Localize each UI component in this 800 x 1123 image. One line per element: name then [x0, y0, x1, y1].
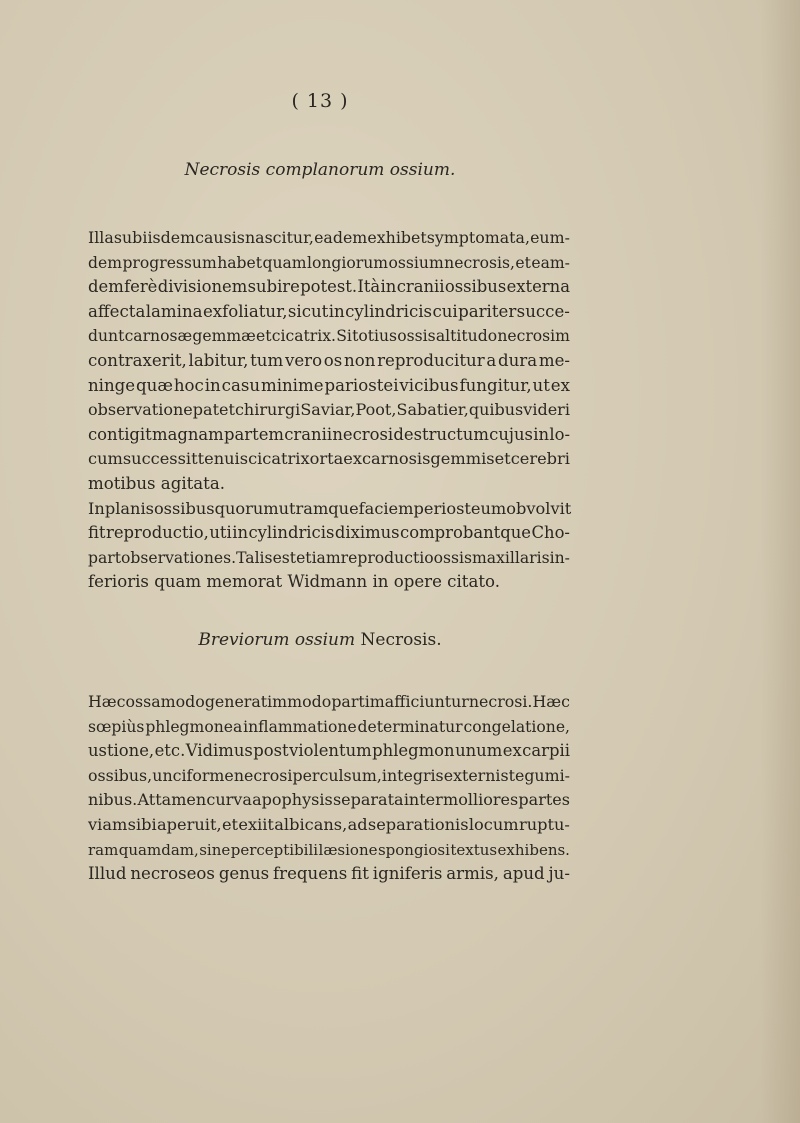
- word: nascitur,: [244, 228, 314, 247]
- word: albicans,: [274, 814, 348, 834]
- text-line: [88, 398, 570, 423]
- word: tenuis: [197, 449, 249, 469]
- word: perceptibili: [230, 840, 319, 859]
- word: In: [88, 498, 105, 518]
- text-line: [88, 300, 570, 325]
- word: sibi: [127, 814, 157, 834]
- word: Cho-: [531, 523, 570, 543]
- word: dem: [88, 277, 124, 297]
- word: potest.: [300, 277, 358, 297]
- word: locum: [468, 814, 519, 834]
- word: Attamen: [137, 790, 207, 810]
- word: videri: [523, 400, 570, 420]
- word: dunt: [88, 327, 125, 346]
- text-line: [88, 374, 570, 399]
- word: a: [486, 350, 497, 370]
- word: lo-: [549, 424, 570, 444]
- word: necrosis,: [444, 253, 515, 272]
- word: integris: [381, 765, 444, 785]
- word: necrosim: [497, 327, 570, 346]
- word: frequens: [273, 864, 348, 884]
- word: molliores: [443, 790, 519, 810]
- word: fit: [88, 523, 106, 543]
- word: cylindricis: [248, 523, 335, 543]
- word: curva: [206, 790, 252, 810]
- word: determinatur: [357, 717, 463, 736]
- word: minime: [260, 375, 324, 395]
- word: Si: [336, 327, 352, 346]
- word: ex: [502, 741, 522, 761]
- word: textus: [450, 840, 498, 859]
- word: tegumi-: [508, 765, 570, 785]
- word: sub: [113, 228, 143, 247]
- word: obvolvit: [506, 498, 572, 518]
- word: planis: [104, 498, 154, 518]
- word: eum-: [530, 228, 570, 247]
- word: ju-: [548, 864, 570, 884]
- word: apophysis: [252, 790, 333, 810]
- word: modo: [287, 692, 332, 711]
- word: causis: [195, 228, 245, 247]
- text-line: [88, 251, 570, 276]
- paragraph-block-2: [88, 690, 570, 887]
- word: Illud: [88, 864, 127, 884]
- word: tum: [250, 350, 284, 370]
- word: divisionem: [157, 277, 248, 297]
- text-line: [88, 715, 570, 740]
- word: periosteum: [413, 498, 507, 518]
- word: sine: [199, 840, 231, 859]
- word: affecta: [88, 301, 146, 321]
- word: subire: [247, 277, 300, 297]
- word: reproductio: [340, 548, 434, 567]
- word: cerebri: [510, 449, 570, 469]
- word: armis,: [446, 864, 499, 884]
- word: patet: [192, 400, 235, 420]
- word: observatione: [88, 400, 193, 420]
- word: ossis: [397, 327, 436, 346]
- word: labitur,: [188, 350, 249, 370]
- word: perculsum,: [292, 765, 382, 785]
- heading-italic-text: Breviorum ossium: [198, 630, 356, 650]
- word: ossium: [388, 253, 444, 272]
- word: in: [533, 424, 550, 444]
- line-text: motibus agitata.: [88, 473, 226, 493]
- word: phlegmonea: [145, 717, 243, 736]
- text-line: [88, 521, 570, 546]
- word: exhibet: [367, 228, 427, 247]
- word: non: [344, 350, 376, 370]
- word: quibus: [468, 400, 524, 420]
- word: necrosi: [332, 424, 394, 444]
- word: chirurgi: [234, 400, 301, 420]
- word: in: [204, 375, 221, 395]
- text-line: [88, 472, 570, 497]
- word: cranii: [284, 424, 333, 444]
- word: ut: [532, 375, 550, 395]
- word: ossa: [125, 692, 161, 711]
- word: utramque: [278, 498, 359, 518]
- word: maxillaris: [472, 548, 550, 567]
- word: violentum: [289, 741, 372, 761]
- word: cicatrix.: [271, 327, 336, 346]
- word: lamina: [145, 301, 203, 321]
- word: afficiuntur: [384, 692, 469, 711]
- word: faciem: [358, 498, 414, 518]
- word: spongiosi: [377, 840, 450, 859]
- word: inflammatione: [243, 717, 357, 736]
- word: in: [380, 277, 397, 297]
- word: destructum: [393, 424, 489, 444]
- word: fungitur,: [459, 375, 532, 395]
- paragraph-block-1: [88, 226, 570, 595]
- word: pariter: [458, 301, 517, 321]
- word: etc.: [154, 741, 186, 761]
- word: Vidimus: [185, 741, 253, 761]
- word: cum: [88, 449, 123, 469]
- section-heading-breviorum-ossium: [0, 630, 640, 650]
- word: reproducitur: [377, 350, 485, 370]
- text-line: [88, 788, 570, 813]
- word: symptomata,: [426, 228, 530, 247]
- text-line: [88, 349, 570, 374]
- word: ustione,: [88, 741, 155, 761]
- word: ossis: [433, 548, 472, 567]
- word: dem: [88, 253, 122, 272]
- word: igniferis: [372, 864, 443, 884]
- word: iisdem: [142, 228, 196, 247]
- word: exhibens.: [497, 840, 570, 859]
- word: os: [323, 350, 343, 370]
- word: comprobantque: [400, 523, 531, 543]
- text-line: [88, 324, 570, 349]
- word: eadem: [314, 228, 368, 247]
- word: partes: [518, 790, 570, 810]
- text-line: [88, 447, 570, 472]
- word: carnosis: [361, 449, 431, 469]
- word: necroseos: [130, 864, 215, 884]
- word: inter: [403, 790, 443, 810]
- word: modo: [160, 692, 205, 711]
- text-line: [88, 764, 570, 789]
- text-line: [88, 570, 570, 595]
- text-line: [88, 838, 570, 863]
- word: Sabatier,: [396, 400, 469, 420]
- word: contraxerit,: [88, 350, 187, 370]
- page-edge-shadow: [760, 0, 800, 1123]
- word: cicatrix: [248, 449, 310, 469]
- word: exfoliatur,: [202, 301, 288, 321]
- word: Saviar,: [300, 400, 356, 420]
- text-line: [88, 813, 570, 838]
- text-line: [88, 497, 570, 522]
- text-line: [88, 275, 570, 300]
- line-text: ferioris quam memorat Widmann in opere citato.: [88, 572, 500, 592]
- word: ex: [550, 375, 570, 395]
- word: in: [232, 523, 249, 543]
- word: progressum: [122, 253, 217, 272]
- text-line: [88, 546, 570, 571]
- word: ossibus,: [88, 765, 153, 785]
- word: ad: [347, 814, 368, 834]
- word: altitudo: [435, 327, 498, 346]
- word: necrosi.: [468, 692, 533, 711]
- word: læsione: [318, 840, 378, 859]
- word: ossibus: [444, 277, 507, 297]
- word: cujus: [489, 424, 533, 444]
- word: partim: [331, 692, 385, 711]
- word: ferè: [124, 277, 158, 297]
- word: unciforme: [152, 765, 234, 785]
- word: necrosi: [233, 765, 293, 785]
- word: externis: [443, 765, 509, 785]
- word: quæ: [136, 375, 173, 395]
- word: quam: [262, 253, 307, 272]
- word: part: [88, 548, 121, 567]
- word: ram: [88, 840, 119, 859]
- heading-text: Necrosis complanorum ossium.: [184, 160, 456, 180]
- section-heading-necrosis-complanorum: [0, 160, 640, 180]
- text-line: [88, 739, 570, 764]
- word: in-: [549, 548, 570, 567]
- word: observationes.: [121, 548, 237, 567]
- word: uti: [209, 523, 232, 543]
- word: hoc: [173, 375, 204, 395]
- word: contigit: [88, 424, 152, 444]
- word: me-: [538, 350, 570, 370]
- word: nibus.: [88, 790, 138, 810]
- word: separata: [332, 790, 404, 810]
- word: diximus: [334, 523, 400, 543]
- word: magnam: [152, 424, 224, 444]
- word: Poot,: [355, 400, 397, 420]
- word: Talis: [236, 548, 273, 567]
- page-number: ( 13 ): [291, 90, 349, 112]
- word: habet: [217, 253, 263, 272]
- word: sœpiùs: [88, 717, 145, 736]
- word: vicibus: [399, 375, 459, 395]
- word: carnosæ: [124, 327, 193, 346]
- word: congelatione,: [463, 717, 570, 736]
- word: quorum: [214, 498, 279, 518]
- word: totius: [352, 327, 398, 346]
- word: Hæc: [88, 692, 126, 711]
- word: generatim: [204, 692, 288, 711]
- heading-roman-text: Necrosis.: [360, 630, 442, 650]
- word: Illa: [88, 228, 114, 247]
- word: phlegmon: [372, 741, 455, 761]
- word: orta: [309, 449, 344, 469]
- word: etiam: [296, 548, 341, 567]
- word: successit: [122, 449, 198, 469]
- word: et: [494, 449, 511, 469]
- word: carpii: [522, 741, 570, 761]
- word: exiit: [238, 814, 274, 834]
- word: Hæc: [532, 692, 570, 711]
- word: in: [328, 301, 345, 321]
- word: fit: [351, 864, 369, 884]
- word: sicut: [287, 301, 329, 321]
- word: genus: [218, 864, 270, 884]
- word: pariostei: [324, 375, 399, 395]
- word: cylindricis: [345, 301, 433, 321]
- word: gemmæ: [192, 327, 256, 346]
- word: viam: [88, 814, 128, 834]
- word: et: [515, 253, 531, 272]
- word: reproductio,: [106, 523, 209, 543]
- word: aperuit,: [157, 814, 222, 834]
- word: et: [221, 814, 239, 834]
- word: cranii: [396, 277, 445, 297]
- word: et: [256, 327, 272, 346]
- word: apud: [502, 864, 545, 884]
- word: partem: [224, 424, 284, 444]
- word: separationis: [367, 814, 469, 834]
- word: post: [253, 741, 289, 761]
- word: quamdam,: [118, 840, 199, 859]
- word: est: [272, 548, 297, 567]
- word: ninge: [88, 375, 136, 395]
- text-line: [88, 690, 570, 715]
- word: longiorum: [307, 253, 389, 272]
- word: gemmis: [430, 449, 495, 469]
- word: vero: [284, 350, 323, 370]
- word: dura: [497, 350, 538, 370]
- word: succe-: [516, 301, 570, 321]
- text-line: [88, 423, 570, 448]
- word: unum: [455, 741, 503, 761]
- word: ossibus: [153, 498, 215, 518]
- word: eam-: [531, 253, 570, 272]
- word: casu: [221, 375, 261, 395]
- word: ruptu-: [518, 814, 570, 834]
- word: Ità: [357, 277, 381, 297]
- word: externa: [506, 277, 570, 297]
- word: ex: [343, 449, 362, 469]
- word: cui: [432, 301, 458, 321]
- text-line: [88, 226, 570, 251]
- text-line: [88, 862, 570, 887]
